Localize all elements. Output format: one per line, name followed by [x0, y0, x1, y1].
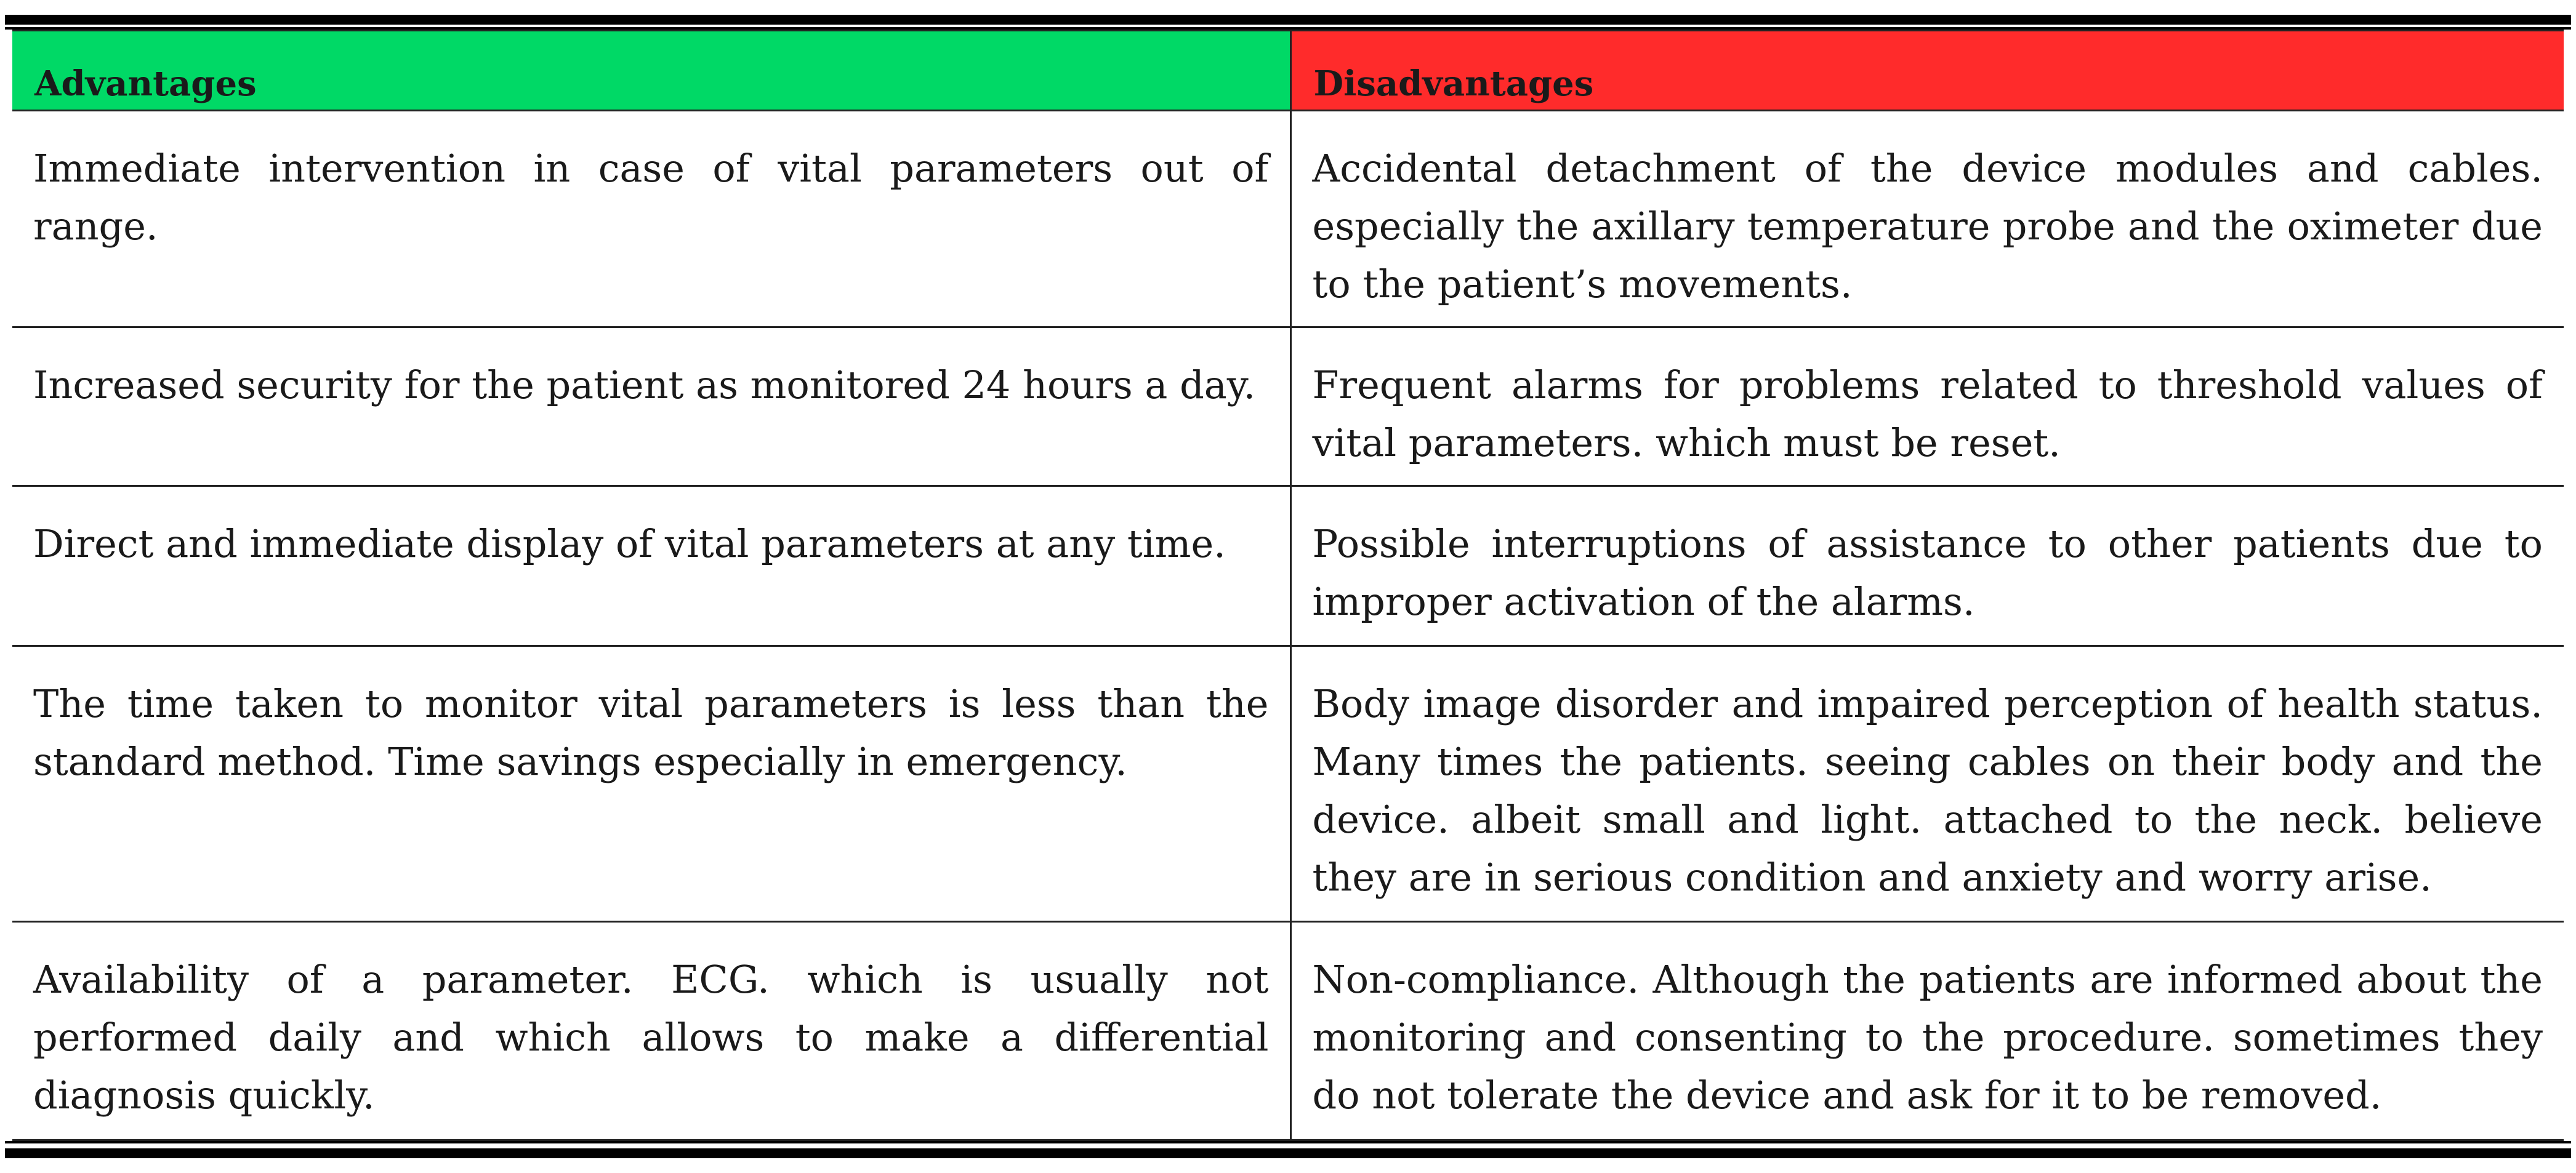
top-rule-thick — [5, 15, 2571, 25]
table-header-row — [12, 31, 2564, 111]
table-row — [12, 111, 2564, 327]
advantage-cell: Immediate intervention in case of vital parameters out of range. — [12, 111, 1290, 327]
table-row — [12, 327, 2564, 486]
disadvantage-cell: Possible interruptions of assistance to other patients due to improper activation of the alarms. — [1290, 486, 2564, 646]
table-row — [12, 646, 2564, 922]
advantage-cell: The time taken to monitor vital parameters is less than the standard method. Time savings especially in emergency. — [12, 646, 1290, 922]
advantages-disadvantages-table — [12, 30, 2564, 1141]
bottom-rule-thin — [5, 1141, 2571, 1143]
table-row — [12, 486, 2564, 646]
disadvantage-cell: Non-compliance. Although the patients are informed about the monitoring and consenting to the procedure. sometimes they do not tolerate the device and ask for it to be removed. — [1290, 922, 2564, 1140]
disadvantage-cell: Frequent alarms for problems related to threshold values of vital parameters. which must be reset. — [1290, 327, 2564, 486]
table-row — [12, 922, 2564, 1140]
advantage-cell: Availability of a parameter. ECG. which is usually not performed daily and which allows to make a differential diagnosis quickly. — [12, 922, 1290, 1140]
advantage-cell: Increased security for the patient as monitored 24 hours a day. — [12, 327, 1290, 486]
disadvantage-cell: Body image disorder and impaired perception of health status. Many times the patients. seeing cables on their body and the device. albeit small and light. attached to the neck. believe they are in serious condition and anxiety and worry arise. — [1290, 646, 2564, 922]
disadvantages-header: Disadvantages — [1290, 31, 2564, 111]
advantages-header: Advantages — [12, 31, 1290, 111]
disadvantage-cell: Accidental detachment of the device modules and cables. especially the axillary temperature probe and the oximeter due to the patient’s movements. — [1290, 111, 2564, 327]
advantage-cell: Direct and immediate display of vital parameters at any time. — [12, 486, 1290, 646]
bottom-rule-thick — [5, 1148, 2571, 1158]
